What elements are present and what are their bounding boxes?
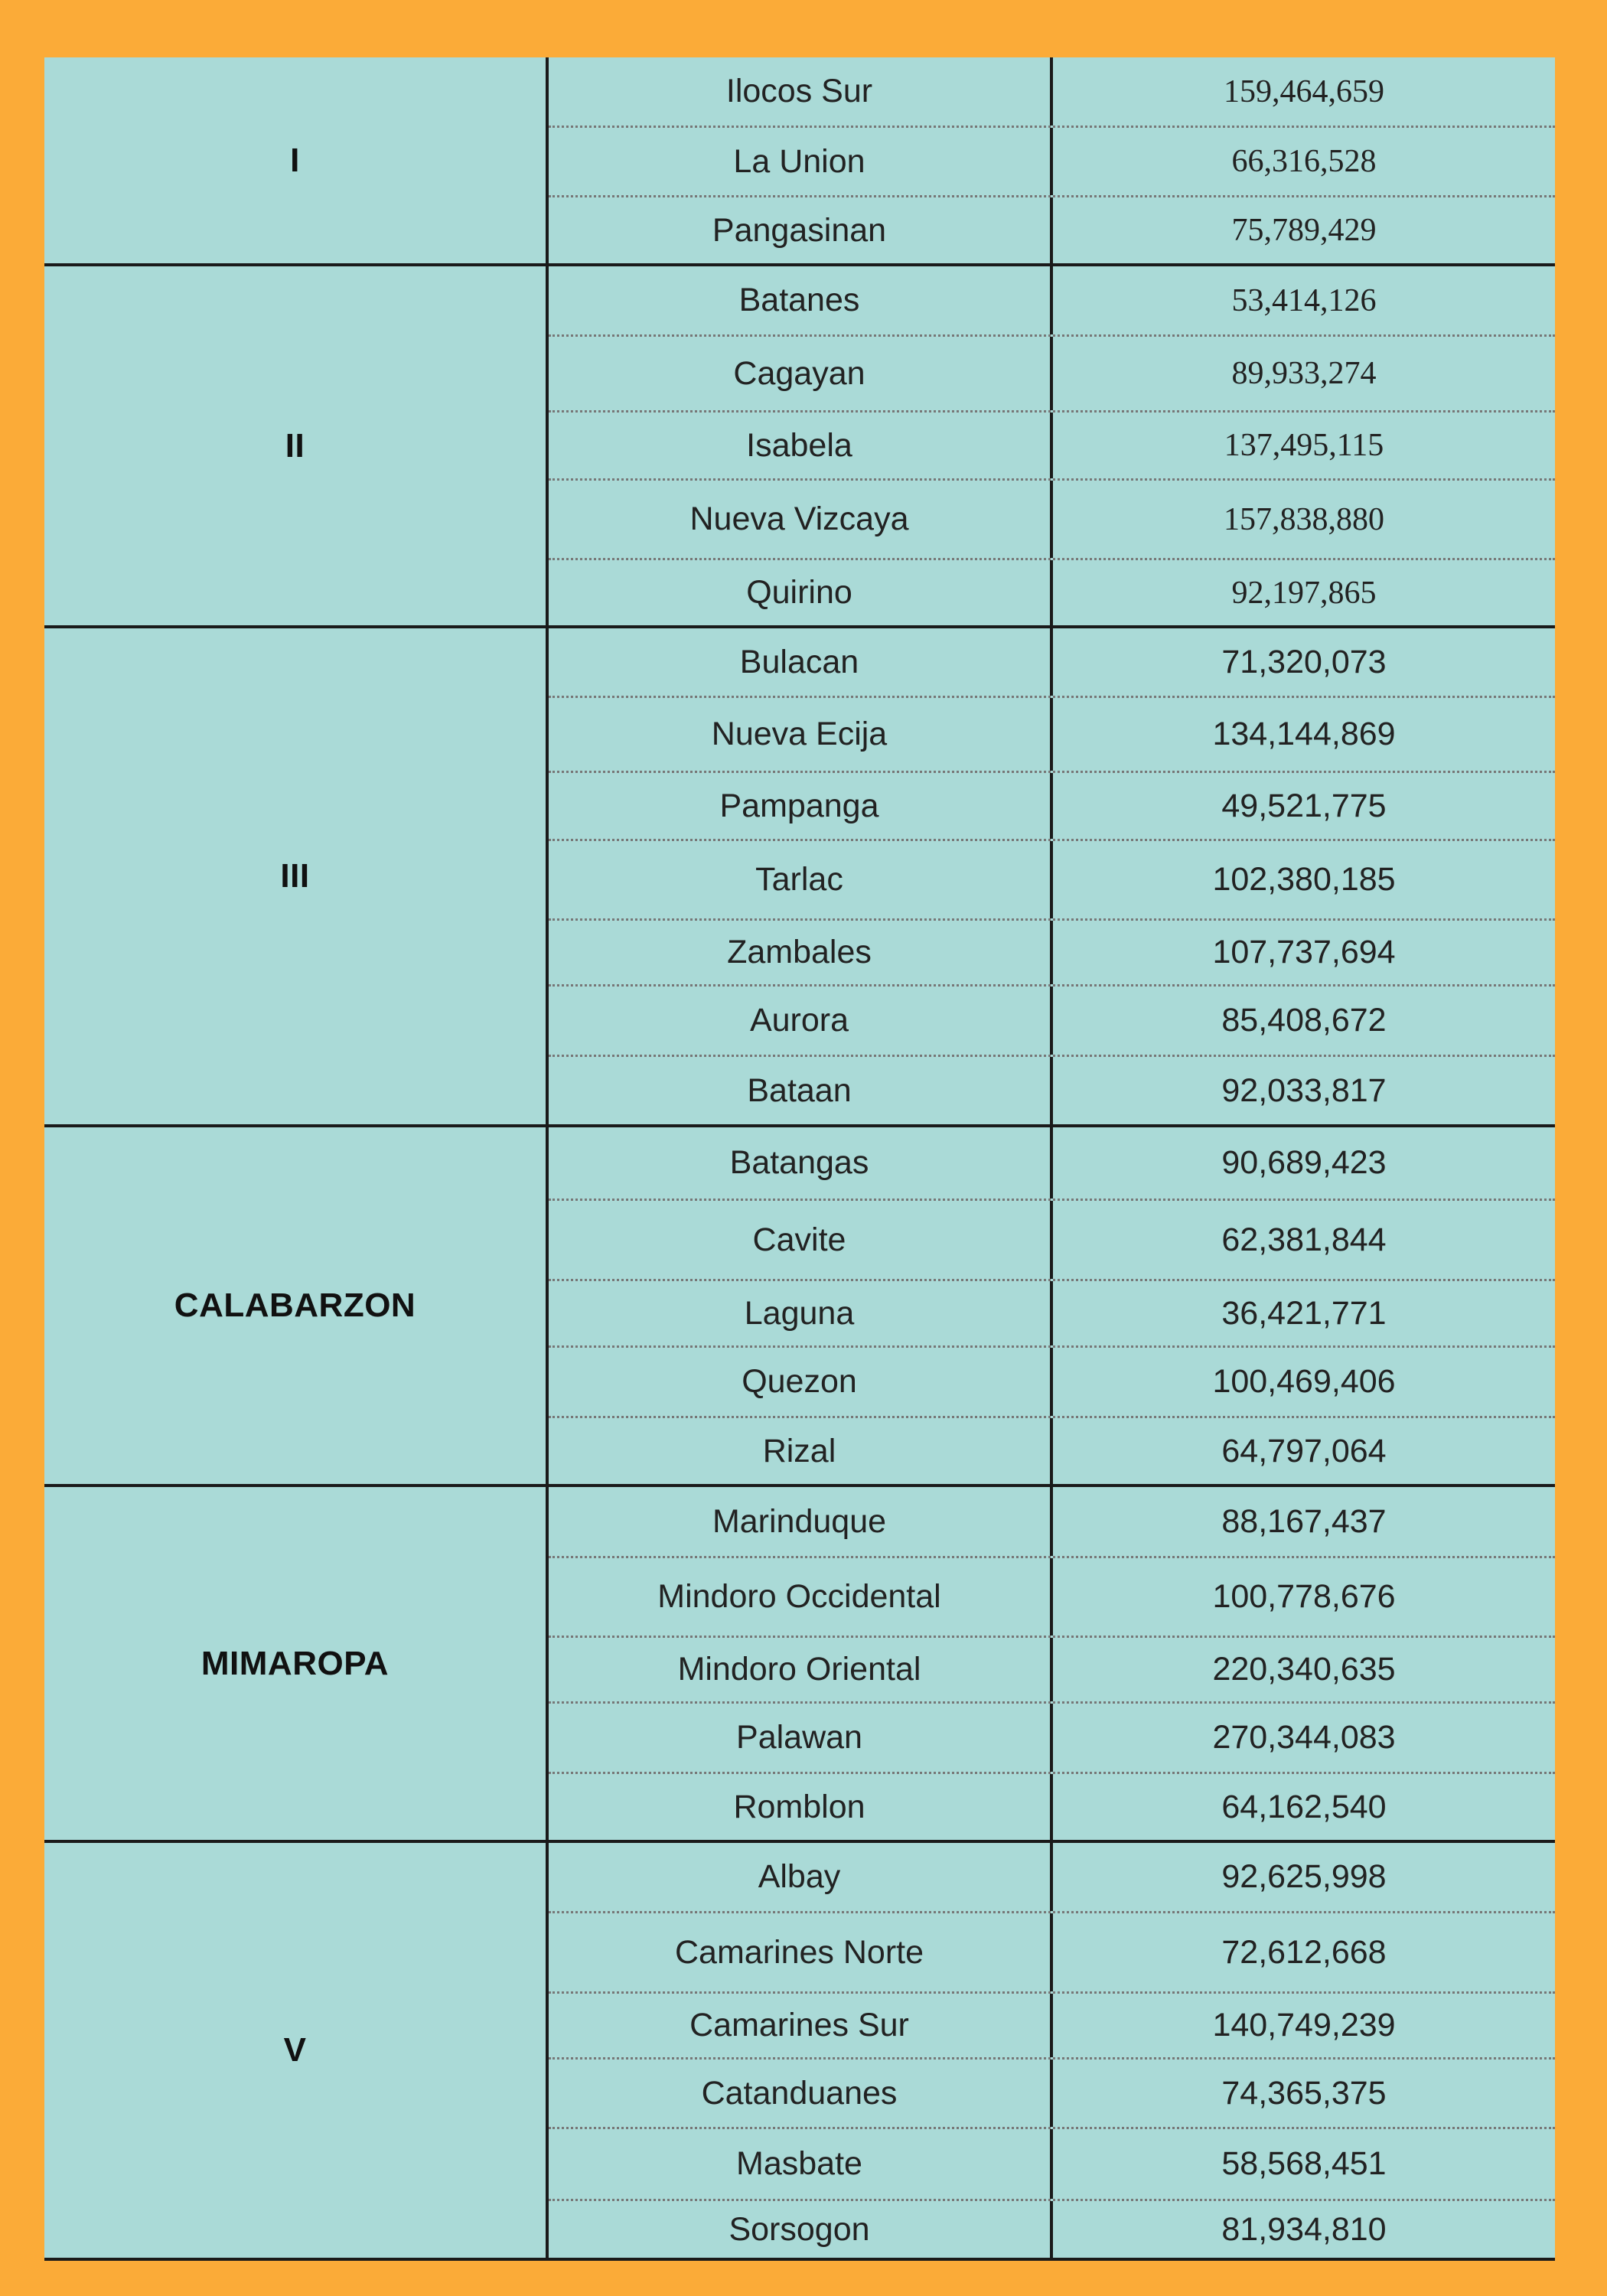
province-value: 89,933,274 xyxy=(1231,356,1377,391)
province-name: Batanes xyxy=(549,266,1053,334)
province-value: 90,689,423 xyxy=(1221,1144,1387,1181)
table-row xyxy=(549,1843,1555,1911)
province-name: Rizal xyxy=(549,1418,1053,1484)
region-label: V xyxy=(44,1843,549,2258)
region-group-i xyxy=(44,57,1555,263)
table-row xyxy=(549,195,1555,263)
province-name: Camarines Sur xyxy=(549,1994,1053,2057)
province-value: 62,381,844 xyxy=(1221,1221,1387,1258)
table-row xyxy=(549,410,1555,478)
table-row xyxy=(549,1556,1555,1636)
region-group-mimaropa xyxy=(44,1484,1555,1840)
province-value: 92,033,817 xyxy=(1221,1071,1387,1109)
province-value: 137,495,115 xyxy=(1224,428,1384,463)
region-label: I xyxy=(44,57,549,263)
province-name: Ilocos Sur xyxy=(549,57,1053,126)
province-value: 92,625,998 xyxy=(1221,1858,1387,1895)
province-name: Marinduque xyxy=(549,1487,1053,1556)
province-name: Pangasinan xyxy=(549,197,1053,263)
province-value: 71,320,073 xyxy=(1221,643,1387,680)
province-value: 134,144,869 xyxy=(1212,716,1396,752)
table-row xyxy=(549,1772,1555,1840)
table-row xyxy=(549,1279,1555,1345)
province-value: 53,414,126 xyxy=(1231,282,1377,318)
province-value: 81,934,810 xyxy=(1221,2210,1387,2248)
region-group-iii xyxy=(44,625,1555,1124)
table-row xyxy=(549,1701,1555,1772)
province-name: Catanduanes xyxy=(549,2060,1053,2127)
table-row xyxy=(549,984,1555,1055)
allocation-table xyxy=(44,57,1555,2261)
province-value: 100,778,676 xyxy=(1212,1578,1396,1615)
table-row xyxy=(549,628,1555,696)
province-value: 74,365,375 xyxy=(1221,2074,1387,2112)
province-rows xyxy=(549,1127,1555,1484)
province-rows xyxy=(549,266,1555,625)
province-name: Camarines Norte xyxy=(549,1913,1053,1991)
province-value: 75,789,429 xyxy=(1231,213,1377,248)
province-value: 100,469,406 xyxy=(1212,1363,1396,1400)
region-label: CALABARZON xyxy=(44,1127,549,1484)
province-name: Isabela xyxy=(549,413,1053,478)
table-row xyxy=(549,558,1555,625)
province-name: Mindoro Occidental xyxy=(549,1558,1053,1636)
province-value: 92,197,865 xyxy=(1231,575,1377,611)
province-name: Pampanga xyxy=(549,773,1053,839)
table-row xyxy=(549,696,1555,771)
province-value: 270,344,083 xyxy=(1212,1719,1396,1756)
province-value: 64,162,540 xyxy=(1221,1788,1387,1825)
province-rows xyxy=(549,1487,1555,1840)
table-row xyxy=(549,918,1555,984)
province-value: 107,737,694 xyxy=(1212,934,1396,970)
province-value: 72,612,668 xyxy=(1221,1933,1387,1971)
province-value: 159,464,659 xyxy=(1224,73,1384,109)
province-name: Romblon xyxy=(549,1774,1053,1840)
province-name: Bulacan xyxy=(549,628,1053,696)
province-name: Nueva Ecija xyxy=(549,698,1053,771)
table-row xyxy=(549,1487,1555,1556)
region-label: II xyxy=(44,266,549,625)
province-name: Sorsogon xyxy=(549,2201,1053,2258)
table-row xyxy=(549,126,1555,195)
table-row xyxy=(549,1127,1555,1199)
province-name: Quirino xyxy=(549,560,1053,625)
region-group-ii xyxy=(44,263,1555,625)
region-group-calabarzon xyxy=(44,1124,1555,1484)
province-name: Masbate xyxy=(549,2129,1053,2199)
region-group-v xyxy=(44,1840,1555,2258)
province-name: Cavite xyxy=(549,1201,1053,1279)
province-name: La Union xyxy=(549,128,1053,195)
table-row xyxy=(549,478,1555,558)
province-name: Laguna xyxy=(549,1281,1053,1345)
province-name: Bataan xyxy=(549,1057,1053,1124)
province-value: 140,749,239 xyxy=(1212,2007,1396,2043)
table-row xyxy=(549,2057,1555,2127)
province-name: Nueva Vizcaya xyxy=(549,481,1053,558)
table-row xyxy=(549,1911,1555,1991)
table-row xyxy=(549,1416,1555,1484)
province-value: 157,838,880 xyxy=(1224,501,1384,537)
table-row xyxy=(549,2199,1555,2258)
province-name: Mindoro Oriental xyxy=(549,1638,1053,1701)
region-label: III xyxy=(44,628,549,1124)
table-row xyxy=(549,839,1555,918)
province-name: Aurora xyxy=(549,987,1053,1055)
province-name: Tarlac xyxy=(549,841,1053,918)
region-label: MIMAROPA xyxy=(44,1487,549,1840)
table-row xyxy=(549,1991,1555,2057)
table-row xyxy=(549,2127,1555,2199)
table-row xyxy=(549,334,1555,410)
province-value: 58,568,451 xyxy=(1221,2145,1387,2182)
table-row xyxy=(549,1199,1555,1279)
province-rows xyxy=(549,57,1555,263)
province-name: Palawan xyxy=(549,1704,1053,1772)
table-row xyxy=(549,771,1555,839)
province-rows xyxy=(549,1843,1555,2258)
province-name: Albay xyxy=(549,1843,1053,1911)
province-value: 36,421,771 xyxy=(1221,1294,1387,1332)
province-name: Batangas xyxy=(549,1127,1053,1199)
province-value: 49,521,775 xyxy=(1221,787,1387,824)
table-row xyxy=(549,266,1555,334)
province-value: 66,316,528 xyxy=(1231,144,1377,179)
province-value: 85,408,672 xyxy=(1221,1002,1387,1039)
province-name: Cagayan xyxy=(549,337,1053,410)
province-value: 88,167,437 xyxy=(1221,1502,1387,1540)
table-row xyxy=(549,1055,1555,1124)
province-name: Quezon xyxy=(549,1348,1053,1416)
province-value: 102,380,185 xyxy=(1212,861,1396,898)
province-value: 64,797,064 xyxy=(1221,1432,1387,1469)
table-row xyxy=(549,1636,1555,1701)
province-name: Zambales xyxy=(549,921,1053,984)
province-rows xyxy=(549,628,1555,1124)
table-row xyxy=(549,57,1555,126)
province-value: 220,340,635 xyxy=(1212,1651,1396,1688)
table-row xyxy=(549,1345,1555,1416)
